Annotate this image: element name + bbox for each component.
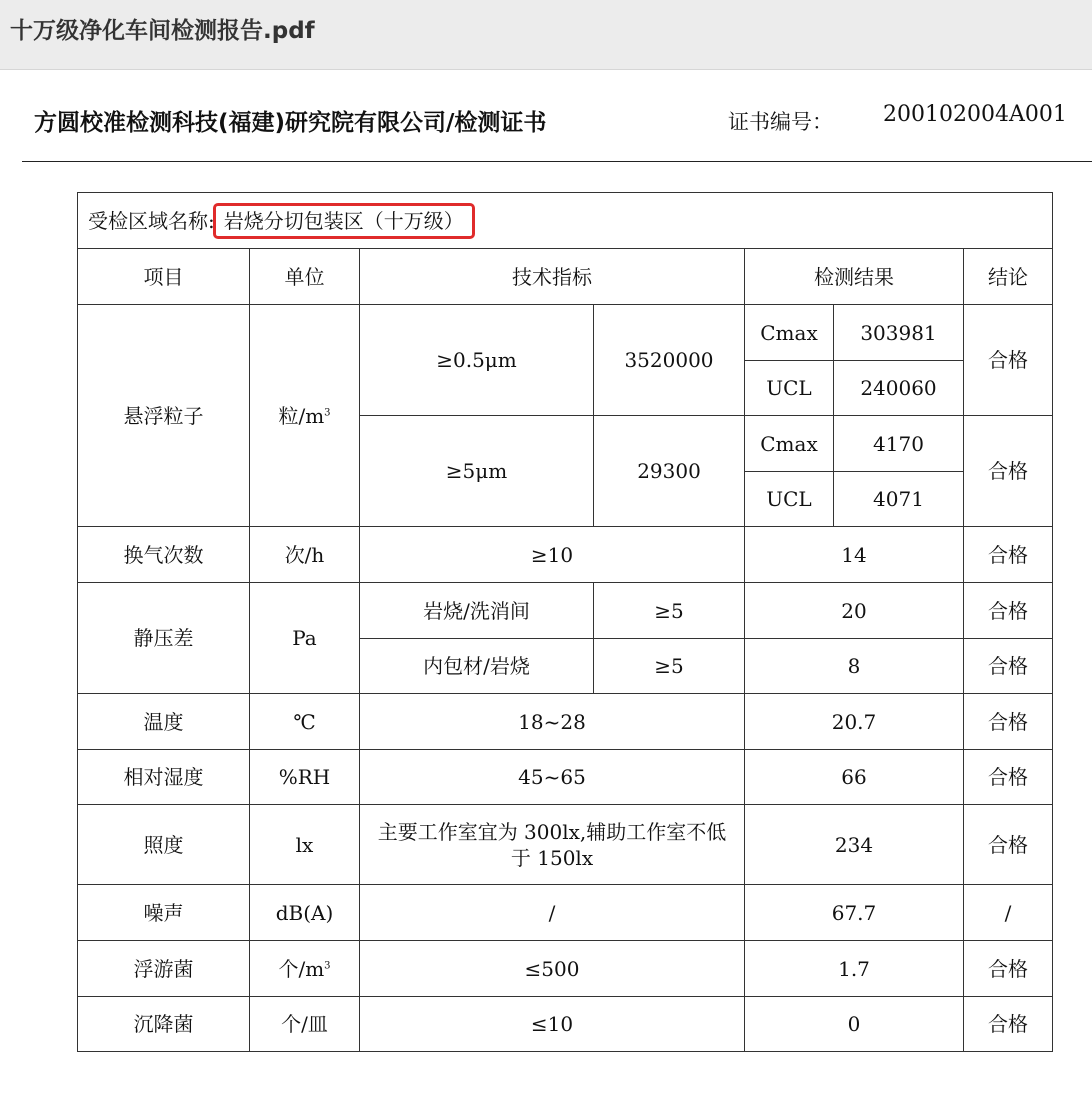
spec-cell: ≤10 (360, 997, 745, 1052)
inspection-report-table (77, 192, 1053, 1052)
unit-cell: %RH (250, 750, 360, 805)
spec-cell: ≥5 (594, 583, 745, 639)
conclusion-cell: 合格 (964, 750, 1053, 805)
unit-superscript: 3 (324, 406, 331, 418)
header-divider (22, 161, 1092, 162)
conclusion-cell: 合格 (964, 416, 1053, 527)
unit-cell: 个/皿 (250, 997, 360, 1052)
unit-base: 粒/m (278, 403, 325, 428)
table-row (78, 750, 1053, 805)
spec-cell: ≥0.5μm (360, 305, 594, 416)
conclusion-cell: 合格 (964, 997, 1053, 1052)
item-cell: 悬浮粒子 (78, 305, 250, 527)
table-row (78, 583, 1053, 639)
table-row (78, 527, 1053, 583)
result-value-cell: 303981 (834, 305, 964, 361)
column-header-conclusion: 结论 (964, 249, 1053, 305)
item-cell: 噪声 (78, 885, 250, 941)
unit-cell (250, 305, 360, 527)
unit-cell: dB(A) (250, 885, 360, 941)
result-label-cell: UCL (745, 361, 834, 416)
item-cell: 静压差 (78, 583, 250, 694)
table-row (78, 305, 1053, 361)
document-filename: 十万级净化车间检测报告.pdf (10, 18, 315, 44)
result-value-cell: 14 (745, 527, 964, 583)
spec-cell: / (360, 885, 745, 941)
conclusion-cell: 合格 (964, 639, 1053, 694)
item-cell: 沉降菌 (78, 997, 250, 1052)
result-value-cell: 67.7 (745, 885, 964, 941)
result-value-cell: 20 (745, 583, 964, 639)
certificate-number: 200102004A001 (883, 102, 1067, 127)
inspection-area-row (78, 193, 1053, 249)
item-cell: 照度 (78, 805, 250, 885)
unit-cell: Pa (250, 583, 360, 694)
spec-cell: ≤500 (360, 941, 745, 997)
spec-cell: ≥5μm (360, 416, 594, 527)
inspection-area-name: 岩烧分切包装区（十万级） (223, 208, 464, 233)
result-value-cell: 66 (745, 750, 964, 805)
unit-cell: lx (250, 805, 360, 885)
table-row (78, 694, 1053, 750)
unit-cell: 次/h (250, 527, 360, 583)
spec-cell: ≥10 (360, 527, 745, 583)
result-value-cell: 234 (745, 805, 964, 885)
conclusion-cell: 合格 (964, 694, 1053, 750)
limit-cell: 3520000 (594, 305, 745, 416)
result-value-cell: 0 (745, 997, 964, 1052)
conclusion-cell: 合格 (964, 305, 1053, 416)
result-label-cell: Cmax (745, 305, 834, 361)
table-row (78, 885, 1053, 941)
item-cell: 浮游菌 (78, 941, 250, 997)
conclusion-cell: / (964, 885, 1053, 941)
conclusion-cell: 合格 (964, 583, 1053, 639)
conclusion-cell: 合格 (964, 941, 1053, 997)
unit-cell: ℃ (250, 694, 360, 750)
location-cell: 岩烧/洗消间 (360, 583, 594, 639)
viewer-titlebar (0, 0, 1092, 70)
column-header-unit: 单位 (250, 249, 360, 305)
column-header-spec: 技术指标 (360, 249, 745, 305)
certificate-number-label: 证书编号： (728, 110, 833, 134)
item-cell: 温度 (78, 694, 250, 750)
unit-superscript: 3 (324, 959, 331, 971)
table-row (78, 941, 1053, 997)
column-header-result: 检测结果 (745, 249, 964, 305)
result-value-cell: 240060 (834, 361, 964, 416)
inspection-area-highlight (213, 203, 475, 239)
result-label-cell: UCL (745, 472, 834, 527)
spec-cell: ≥5 (594, 639, 745, 694)
conclusion-cell: 合格 (964, 805, 1053, 885)
spec-cell: 主要工作室宜为 300lx,辅助工作室不低于 150lx (360, 805, 745, 885)
result-value-cell: 4170 (834, 416, 964, 472)
spec-cell: 18~28 (360, 694, 745, 750)
result-value-cell: 8 (745, 639, 964, 694)
limit-cell: 29300 (594, 416, 745, 527)
table-header-row (78, 249, 1053, 305)
unit-base: 个/m (278, 956, 325, 981)
conclusion-cell: 合格 (964, 527, 1053, 583)
result-value-cell: 20.7 (745, 694, 964, 750)
item-cell: 相对湿度 (78, 750, 250, 805)
result-value-cell: 4071 (834, 472, 964, 527)
column-header-item: 项目 (78, 249, 250, 305)
location-cell: 内包材/岩烧 (360, 639, 594, 694)
result-value-cell: 1.7 (745, 941, 964, 997)
item-cell: 换气次数 (78, 527, 250, 583)
organization-title: 方圆校准检测科技(福建)研究院有限公司/检测证书 (34, 110, 547, 136)
table-row (78, 997, 1053, 1052)
unit-cell (250, 941, 360, 997)
result-label-cell: Cmax (745, 416, 834, 472)
spec-cell: 45~65 (360, 750, 745, 805)
table-row (78, 805, 1053, 885)
inspection-area-label: 受检区域名称: (88, 208, 215, 233)
